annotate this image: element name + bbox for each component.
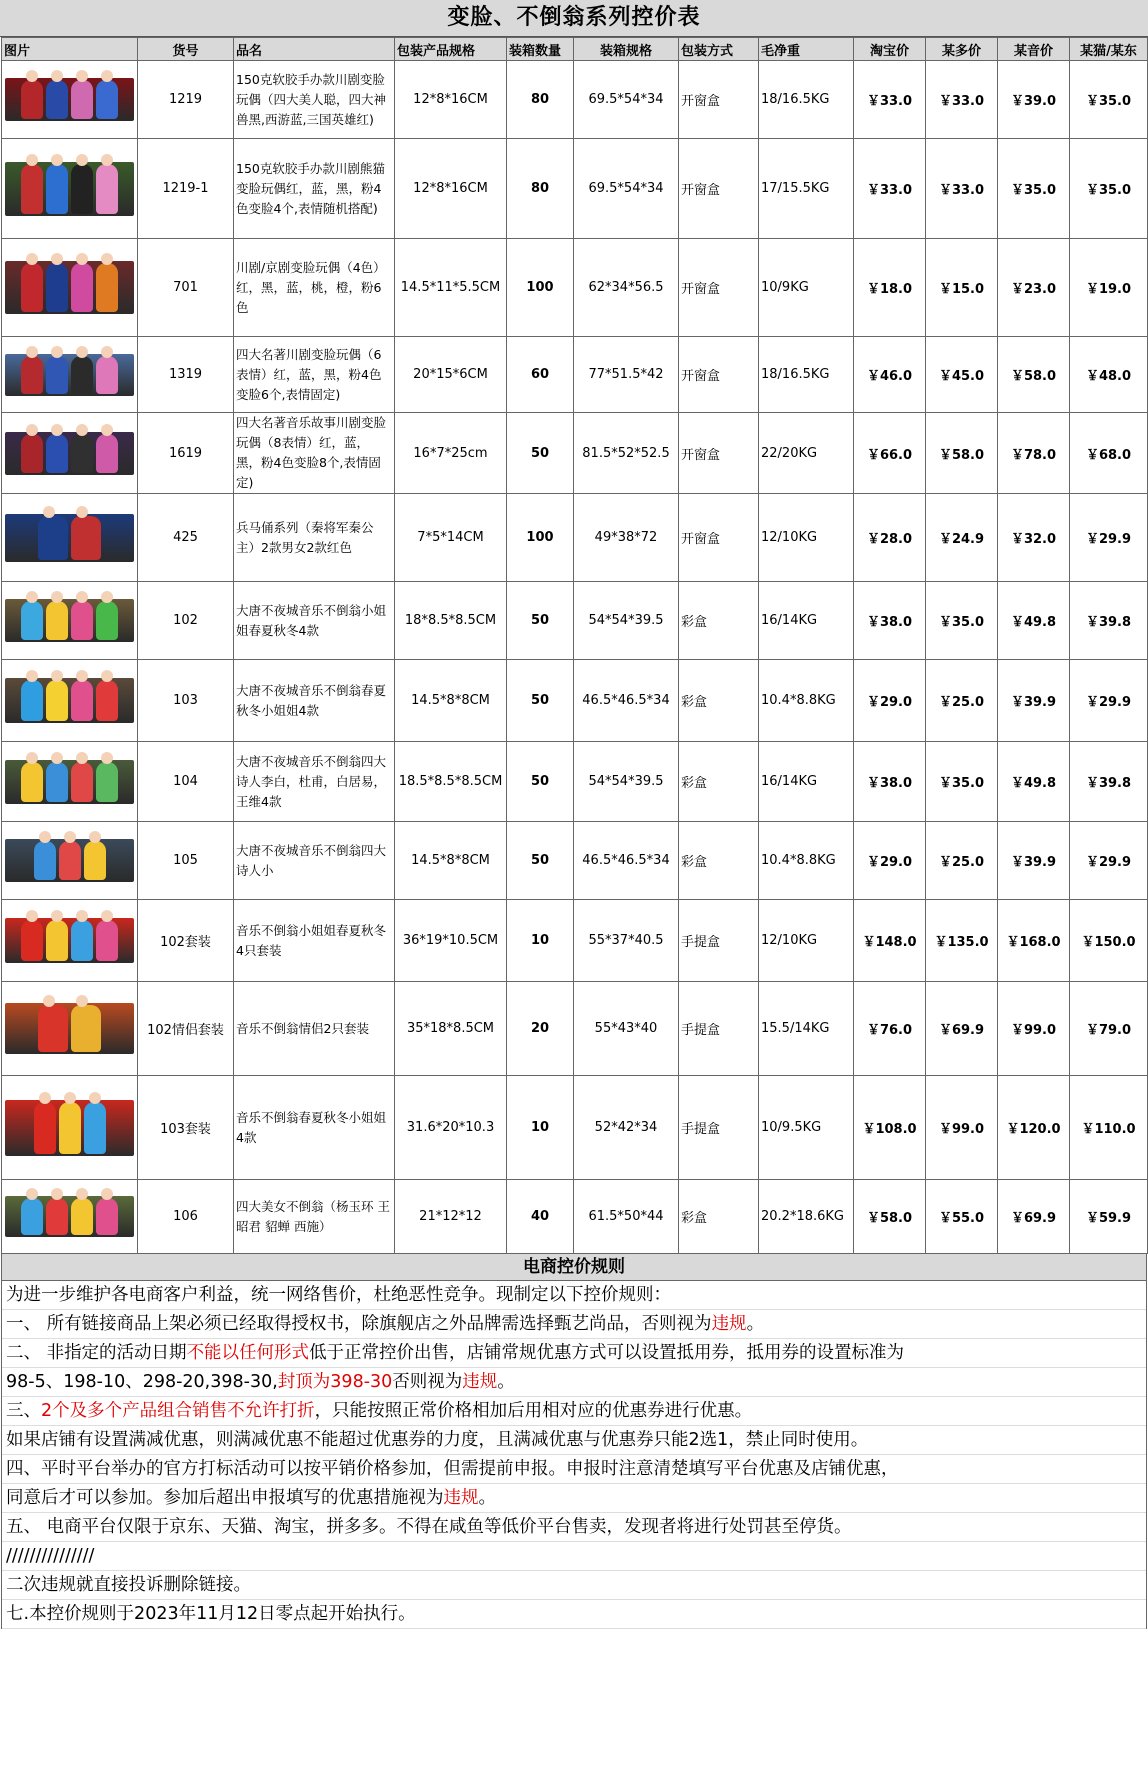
price-table bbox=[1, 37, 1148, 1254]
product-image bbox=[5, 918, 134, 963]
doll-figure bbox=[38, 516, 68, 560]
taobao-price: ￥29.0 bbox=[854, 822, 926, 900]
tmall-jd-price: ￥59.9 bbox=[1070, 1180, 1148, 1254]
qty-cell: 20 bbox=[507, 982, 574, 1076]
table-row bbox=[2, 982, 1148, 1076]
pack-cell: 手提盒 bbox=[679, 982, 759, 1076]
doll-figure bbox=[46, 434, 68, 473]
douyin-price: ￥58.0 bbox=[998, 337, 1070, 413]
doll-figure bbox=[46, 1198, 68, 1235]
rule-2 bbox=[2, 1339, 1146, 1368]
spec-cell: 14.5*11*5.5CM bbox=[395, 239, 507, 337]
pdd-price: ￥45.0 bbox=[926, 337, 998, 413]
weight-cell: 12/10KG bbox=[759, 900, 854, 982]
tmall-jd-price: ￥48.0 bbox=[1070, 337, 1148, 413]
doll-figure bbox=[96, 80, 118, 119]
table-row bbox=[2, 413, 1148, 494]
rules-section bbox=[1, 1281, 1147, 1629]
header-pack: 包装方式 bbox=[679, 38, 759, 61]
rule-4-cont bbox=[2, 1484, 1146, 1513]
doll-figure bbox=[71, 920, 93, 961]
rule-text: 98-5、198-10、298-20,398-30, bbox=[6, 1372, 278, 1392]
doll-figure bbox=[71, 434, 93, 473]
spec-cell: 18*8.5*8.5CM bbox=[395, 582, 507, 660]
rules-title: 电商控价规则 bbox=[1, 1254, 1147, 1281]
header-spec: 包装产品规格 bbox=[395, 38, 507, 61]
table-row bbox=[2, 139, 1148, 239]
header-row bbox=[2, 38, 1148, 61]
product-image-cell bbox=[2, 61, 138, 139]
douyin-price: ￥23.0 bbox=[998, 239, 1070, 337]
name-cell: 大唐不夜城音乐不倒翁四大诗人小 bbox=[234, 822, 395, 900]
rule-text: 一、 所有链接商品上架必须已经取得授权书，除旗舰店之外品牌需选择甄艺尚品，否则视为 bbox=[6, 1314, 712, 1334]
doll-figure bbox=[71, 1005, 101, 1052]
spec-cell: 21*12*12 bbox=[395, 1180, 507, 1254]
header-pdd: 某多价 bbox=[926, 38, 998, 61]
taobao-price: ￥29.0 bbox=[854, 660, 926, 742]
product-image bbox=[5, 678, 134, 723]
rule-highlight: 封顶为398-30 bbox=[277, 1372, 393, 1392]
weight-cell: 12/10KG bbox=[759, 494, 854, 582]
product-image-cell bbox=[2, 1180, 138, 1254]
pdd-price: ￥35.0 bbox=[926, 742, 998, 822]
doll-figure bbox=[96, 434, 118, 473]
rule-text: 同意后才可以参加。参加后超出申报填写的优惠措施视为 bbox=[6, 1488, 444, 1508]
douyin-price: ￥78.0 bbox=[998, 413, 1070, 494]
name-cell: 四大名著音乐故事川剧变脸玩偶（8表情）红，蓝，黑，粉4色变脸8个,表情固定) bbox=[234, 413, 395, 494]
name-cell: 150克软胶手办款川剧变脸玩偶（四大美人聪，四大神兽黑,西游蓝,三国英雄红) bbox=[234, 61, 395, 139]
qty-cell: 10 bbox=[507, 900, 574, 982]
spec-cell: 16*7*25cm bbox=[395, 413, 507, 494]
spec-cell: 31.6*20*10.3 bbox=[395, 1076, 507, 1180]
rule-highlight: 违规 bbox=[462, 1372, 498, 1392]
douyin-price: ￥39.9 bbox=[998, 822, 1070, 900]
pdd-price: ￥99.0 bbox=[926, 1076, 998, 1180]
taobao-price: ￥18.0 bbox=[854, 239, 926, 337]
carton-cell: 55*43*40 bbox=[574, 982, 679, 1076]
carton-cell: 46.5*46.5*34 bbox=[574, 660, 679, 742]
pdd-price: ￥55.0 bbox=[926, 1180, 998, 1254]
product-image-cell bbox=[2, 660, 138, 742]
weight-cell: 18/16.5KG bbox=[759, 337, 854, 413]
rule-text: 否则视为 bbox=[392, 1372, 463, 1392]
tmall-jd-price: ￥39.8 bbox=[1070, 582, 1148, 660]
doll-figure bbox=[71, 516, 101, 560]
taobao-price: ￥38.0 bbox=[854, 742, 926, 822]
rule-6: /////////////// bbox=[2, 1542, 1146, 1571]
doll-figure bbox=[71, 263, 93, 312]
name-cell: 四大美女不倒翁（杨玉环 王昭君 貂蝉 西施） bbox=[234, 1180, 395, 1254]
carton-cell: 81.5*52*52.5 bbox=[574, 413, 679, 494]
spec-cell: 12*8*16CM bbox=[395, 139, 507, 239]
douyin-price: ￥35.0 bbox=[998, 139, 1070, 239]
product-image bbox=[5, 760, 134, 804]
doll-figure bbox=[46, 920, 68, 961]
product-image-cell bbox=[2, 413, 138, 494]
doll-figure bbox=[96, 762, 118, 802]
carton-cell: 54*54*39.5 bbox=[574, 582, 679, 660]
weight-cell: 22/20KG bbox=[759, 413, 854, 494]
header-weight: 毛净重 bbox=[759, 38, 854, 61]
pdd-price: ￥33.0 bbox=[926, 61, 998, 139]
spec-cell: 35*18*8.5CM bbox=[395, 982, 507, 1076]
doll-figure bbox=[21, 1198, 43, 1235]
pdd-price: ￥25.0 bbox=[926, 822, 998, 900]
product-image bbox=[5, 162, 134, 216]
rule-text: 。 bbox=[497, 1372, 515, 1392]
sku-cell: 1319 bbox=[138, 337, 234, 413]
pdd-price: ￥15.0 bbox=[926, 239, 998, 337]
tmall-jd-price: ￥150.0 bbox=[1070, 900, 1148, 982]
tmall-jd-price: ￥39.8 bbox=[1070, 742, 1148, 822]
sku-cell: 103 bbox=[138, 660, 234, 742]
sku-cell: 425 bbox=[138, 494, 234, 582]
weight-cell: 10/9KG bbox=[759, 239, 854, 337]
rule-text: 。 bbox=[478, 1488, 496, 1508]
douyin-price: ￥168.0 bbox=[998, 900, 1070, 982]
product-image bbox=[5, 514, 134, 562]
pdd-price: ￥69.9 bbox=[926, 982, 998, 1076]
rule-text: 。 bbox=[746, 1314, 765, 1334]
tmall-jd-price: ￥79.0 bbox=[1070, 982, 1148, 1076]
pack-cell: 开窗盒 bbox=[679, 494, 759, 582]
qty-cell: 80 bbox=[507, 139, 574, 239]
table-body bbox=[2, 61, 1148, 1254]
douyin-price: ￥32.0 bbox=[998, 494, 1070, 582]
sku-cell: 106 bbox=[138, 1180, 234, 1254]
pack-cell: 彩盒 bbox=[679, 822, 759, 900]
doll-figure bbox=[96, 601, 118, 640]
table-row bbox=[2, 900, 1148, 982]
qty-cell: 50 bbox=[507, 742, 574, 822]
name-cell: 大唐不夜城音乐不倒翁四大诗人李白，杜甫，白居易，王维4款 bbox=[234, 742, 395, 822]
doll-figure bbox=[96, 263, 118, 312]
doll-figure bbox=[21, 263, 43, 312]
doll-figure bbox=[21, 80, 43, 119]
doll-figure bbox=[84, 841, 106, 880]
sku-cell: 102套装 bbox=[138, 900, 234, 982]
header-taobao: 淘宝价 bbox=[854, 38, 926, 61]
doll-figure bbox=[46, 601, 68, 640]
spec-cell: 18.5*8.5*8.5CM bbox=[395, 742, 507, 822]
product-image bbox=[5, 839, 134, 882]
carton-cell: 69.5*54*34 bbox=[574, 61, 679, 139]
product-image bbox=[5, 1100, 134, 1156]
product-image bbox=[5, 432, 134, 475]
header-douyin: 某音价 bbox=[998, 38, 1070, 61]
product-image-cell bbox=[2, 582, 138, 660]
doll-figure bbox=[96, 1198, 118, 1235]
weight-cell: 15.5/14KG bbox=[759, 982, 854, 1076]
pack-cell: 开窗盒 bbox=[679, 413, 759, 494]
qty-cell: 80 bbox=[507, 61, 574, 139]
pdd-price: ￥33.0 bbox=[926, 139, 998, 239]
tmall-jd-price: ￥29.9 bbox=[1070, 494, 1148, 582]
pack-cell: 开窗盒 bbox=[679, 239, 759, 337]
tmall-jd-price: ￥35.0 bbox=[1070, 61, 1148, 139]
doll-figure bbox=[46, 356, 68, 394]
carton-cell: 61.5*50*44 bbox=[574, 1180, 679, 1254]
product-image-cell bbox=[2, 337, 138, 413]
rule-text: 低于正常控价出售，店铺常规优惠方式可以设置抵用券，抵用券的设置标准为 bbox=[309, 1343, 905, 1363]
taobao-price: ￥33.0 bbox=[854, 61, 926, 139]
rule-highlight: 违规 bbox=[711, 1314, 747, 1334]
pack-cell: 彩盒 bbox=[679, 742, 759, 822]
pack-cell: 手提盒 bbox=[679, 900, 759, 982]
rule-highlight: 不能以任何形式 bbox=[186, 1343, 310, 1363]
rule-text: ，只能按照正常价格相加后用相对应的优惠券进行优惠。 bbox=[314, 1401, 753, 1421]
douyin-price: ￥69.9 bbox=[998, 1180, 1070, 1254]
rule-3-cont: 如果店铺有设置满减优惠，则满减优惠不能超过优惠券的力度，且满减优惠与优惠券只能2选1，禁止同时使用。 bbox=[2, 1426, 1146, 1455]
spec-cell: 7*5*14CM bbox=[395, 494, 507, 582]
weight-cell: 16/14KG bbox=[759, 582, 854, 660]
sheet-title: 变脸、不倒翁系列控价表 bbox=[0, 0, 1148, 37]
tmall-jd-price: ￥68.0 bbox=[1070, 413, 1148, 494]
product-image-cell bbox=[2, 1076, 138, 1180]
tmall-jd-price: ￥29.9 bbox=[1070, 660, 1148, 742]
sku-cell: 102情侣套装 bbox=[138, 982, 234, 1076]
qty-cell: 50 bbox=[507, 582, 574, 660]
sku-cell: 1219-1 bbox=[138, 139, 234, 239]
weight-cell: 18/16.5KG bbox=[759, 61, 854, 139]
qty-cell: 100 bbox=[507, 239, 574, 337]
douyin-price: ￥120.0 bbox=[998, 1076, 1070, 1180]
table-row bbox=[2, 239, 1148, 337]
rule-7: 二次违规就直接投诉删除链接。 bbox=[2, 1571, 1146, 1600]
doll-figure bbox=[71, 601, 93, 640]
douyin-price: ￥49.8 bbox=[998, 582, 1070, 660]
taobao-price: ￥76.0 bbox=[854, 982, 926, 1076]
weight-cell: 10/9.5KG bbox=[759, 1076, 854, 1180]
douyin-price: ￥39.0 bbox=[998, 61, 1070, 139]
name-cell: 150克软胶手办款川剧熊猫变脸玩偶红，蓝，黑，粉4色变脸4个,表情随机搭配) bbox=[234, 139, 395, 239]
sku-cell: 1219 bbox=[138, 61, 234, 139]
name-cell: 大唐不夜城音乐不倒翁小姐姐春夏秋冬4款 bbox=[234, 582, 395, 660]
carton-cell: 77*51.5*42 bbox=[574, 337, 679, 413]
tmall-jd-price: ￥29.9 bbox=[1070, 822, 1148, 900]
name-cell: 大唐不夜城音乐不倒翁春夏秋冬小姐姐4款 bbox=[234, 660, 395, 742]
doll-figure bbox=[59, 841, 81, 880]
qty-cell: 40 bbox=[507, 1180, 574, 1254]
table-row bbox=[2, 660, 1148, 742]
pack-cell: 手提盒 bbox=[679, 1076, 759, 1180]
rule-text: 二、 非指定的活动日期 bbox=[6, 1343, 187, 1363]
doll-figure bbox=[34, 1102, 56, 1154]
name-cell: 兵马俑系列（秦将军秦公主）2款男女2款红色 bbox=[234, 494, 395, 582]
name-cell: 音乐不倒翁春夏秋冬小姐姐4款 bbox=[234, 1076, 395, 1180]
doll-figure bbox=[96, 356, 118, 394]
doll-figure bbox=[34, 841, 56, 880]
rule-highlight: 违规 bbox=[443, 1488, 479, 1508]
taobao-price: ￥46.0 bbox=[854, 337, 926, 413]
doll-figure bbox=[21, 601, 43, 640]
douyin-price: ￥49.8 bbox=[998, 742, 1070, 822]
spec-cell: 12*8*16CM bbox=[395, 61, 507, 139]
taobao-price: ￥66.0 bbox=[854, 413, 926, 494]
rule-3 bbox=[2, 1397, 1146, 1426]
carton-cell: 55*37*40.5 bbox=[574, 900, 679, 982]
pdd-price: ￥58.0 bbox=[926, 413, 998, 494]
qty-cell: 50 bbox=[507, 660, 574, 742]
product-image bbox=[5, 1003, 134, 1054]
doll-figure bbox=[71, 1198, 93, 1235]
doll-figure bbox=[84, 1102, 106, 1154]
qty-cell: 60 bbox=[507, 337, 574, 413]
header-name: 品名 bbox=[234, 38, 395, 61]
doll-figure bbox=[21, 164, 43, 214]
spec-cell: 20*15*6CM bbox=[395, 337, 507, 413]
doll-figure bbox=[46, 762, 68, 802]
table-row bbox=[2, 1076, 1148, 1180]
carton-cell: 62*34*56.5 bbox=[574, 239, 679, 337]
product-image-cell bbox=[2, 139, 138, 239]
table-row bbox=[2, 822, 1148, 900]
product-image-cell bbox=[2, 982, 138, 1076]
header-carton: 装箱规格 bbox=[574, 38, 679, 61]
tmall-jd-price: ￥35.0 bbox=[1070, 139, 1148, 239]
weight-cell: 16/14KG bbox=[759, 742, 854, 822]
product-image-cell bbox=[2, 494, 138, 582]
product-image-cell bbox=[2, 239, 138, 337]
qty-cell: 10 bbox=[507, 1076, 574, 1180]
carton-cell: 54*54*39.5 bbox=[574, 742, 679, 822]
taobao-price: ￥108.0 bbox=[854, 1076, 926, 1180]
weight-cell: 17/15.5KG bbox=[759, 139, 854, 239]
table-row bbox=[2, 1180, 1148, 1254]
table-row bbox=[2, 61, 1148, 139]
pdd-price: ￥135.0 bbox=[926, 900, 998, 982]
carton-cell: 46.5*46.5*34 bbox=[574, 822, 679, 900]
pack-cell: 彩盒 bbox=[679, 1180, 759, 1254]
product-image bbox=[5, 1196, 134, 1237]
weight-cell: 20.2*18.6KG bbox=[759, 1180, 854, 1254]
product-image-cell bbox=[2, 900, 138, 982]
doll-figure bbox=[59, 1102, 81, 1154]
doll-figure bbox=[71, 164, 93, 214]
header-qty: 装箱数量 bbox=[507, 38, 574, 61]
product-image bbox=[5, 599, 134, 642]
doll-figure bbox=[46, 164, 68, 214]
weight-cell: 10.4*8.8KG bbox=[759, 660, 854, 742]
doll-figure bbox=[71, 762, 93, 802]
name-cell: 四大名著川剧变脸玩偶（6表情）红，蓝，黑，粉4色变脸6个,表情固定) bbox=[234, 337, 395, 413]
doll-figure bbox=[46, 680, 68, 721]
header-sku: 货号 bbox=[138, 38, 234, 61]
spec-cell: 14.5*8*8CM bbox=[395, 822, 507, 900]
rule-intro: 为进一步维护各电商客户利益，统一网络售价，杜绝恶性竞争。现制定以下控价规则： bbox=[2, 1281, 1146, 1310]
spec-cell: 36*19*10.5CM bbox=[395, 900, 507, 982]
qty-cell: 100 bbox=[507, 494, 574, 582]
sku-cell: 104 bbox=[138, 742, 234, 822]
douyin-price: ￥39.9 bbox=[998, 660, 1070, 742]
doll-figure bbox=[21, 762, 43, 802]
carton-cell: 49*38*72 bbox=[574, 494, 679, 582]
doll-figure bbox=[96, 164, 118, 214]
pdd-price: ￥24.9 bbox=[926, 494, 998, 582]
carton-cell: 52*42*34 bbox=[574, 1076, 679, 1180]
pack-cell: 彩盒 bbox=[679, 660, 759, 742]
table-row bbox=[2, 582, 1148, 660]
rule-4: 四、平时平台举办的官方打标活动可以按平销价格参加，但需提前申报。申报时注意清楚填写平台优惠及店铺优惠， bbox=[2, 1455, 1146, 1484]
sku-cell: 701 bbox=[138, 239, 234, 337]
name-cell: 音乐不倒翁小姐姐春夏秋冬4只套装 bbox=[234, 900, 395, 982]
doll-figure bbox=[21, 356, 43, 394]
sku-cell: 105 bbox=[138, 822, 234, 900]
rule-8: 七.本控价规则于2023年11月12日零点起开始执行。 bbox=[2, 1600, 1146, 1629]
weight-cell: 10.4*8.8KG bbox=[759, 822, 854, 900]
doll-figure bbox=[38, 1005, 68, 1052]
header-tmall-jd: 某猫/某东 bbox=[1070, 38, 1148, 61]
douyin-price: ￥99.0 bbox=[998, 982, 1070, 1076]
doll-figure bbox=[21, 680, 43, 721]
qty-cell: 50 bbox=[507, 822, 574, 900]
doll-figure bbox=[46, 263, 68, 312]
table-row bbox=[2, 742, 1148, 822]
rule-2-cont bbox=[2, 1368, 1146, 1397]
doll-figure bbox=[21, 920, 43, 961]
name-cell: 音乐不倒翁情侣2只套装 bbox=[234, 982, 395, 1076]
doll-figure bbox=[96, 920, 118, 961]
rule-highlight: 2个及多个产品组合销售不允许打折 bbox=[41, 1401, 315, 1421]
doll-figure bbox=[46, 80, 68, 119]
rule-5: 五、 电商平台仅限于京东、天猫、淘宝，拼多多。不得在咸鱼等低价平台售卖，发现者将进行处罚甚至停货。 bbox=[2, 1513, 1146, 1542]
product-image-cell bbox=[2, 742, 138, 822]
taobao-price: ￥148.0 bbox=[854, 900, 926, 982]
pack-cell: 开窗盒 bbox=[679, 61, 759, 139]
pack-cell: 彩盒 bbox=[679, 582, 759, 660]
taobao-price: ￥38.0 bbox=[854, 582, 926, 660]
rule-text: 三、 bbox=[6, 1401, 41, 1421]
taobao-price: ￥33.0 bbox=[854, 139, 926, 239]
pack-cell: 开窗盒 bbox=[679, 337, 759, 413]
doll-figure bbox=[71, 356, 93, 394]
taobao-price: ￥28.0 bbox=[854, 494, 926, 582]
qty-cell: 50 bbox=[507, 413, 574, 494]
pack-cell: 开窗盒 bbox=[679, 139, 759, 239]
doll-figure bbox=[96, 680, 118, 721]
tmall-jd-price: ￥19.0 bbox=[1070, 239, 1148, 337]
product-image bbox=[5, 261, 134, 314]
product-image bbox=[5, 78, 134, 121]
carton-cell: 69.5*54*34 bbox=[574, 139, 679, 239]
doll-figure bbox=[71, 80, 93, 119]
pdd-price: ￥35.0 bbox=[926, 582, 998, 660]
doll-figure bbox=[21, 434, 43, 473]
header-image: 图片 bbox=[2, 38, 138, 61]
sku-cell: 102 bbox=[138, 582, 234, 660]
spec-cell: 14.5*8*8CM bbox=[395, 660, 507, 742]
sku-cell: 1619 bbox=[138, 413, 234, 494]
table-row bbox=[2, 494, 1148, 582]
tmall-jd-price: ￥110.0 bbox=[1070, 1076, 1148, 1180]
name-cell: 川剧/京剧变脸玩偶（4色）红，黑，蓝，桃，橙，粉6色 bbox=[234, 239, 395, 337]
taobao-price: ￥58.0 bbox=[854, 1180, 926, 1254]
rule-1 bbox=[2, 1310, 1146, 1339]
table-row bbox=[2, 337, 1148, 413]
sku-cell: 103套装 bbox=[138, 1076, 234, 1180]
pdd-price: ￥25.0 bbox=[926, 660, 998, 742]
doll-figure bbox=[71, 680, 93, 721]
product-image-cell bbox=[2, 822, 138, 900]
product-image bbox=[5, 354, 134, 396]
